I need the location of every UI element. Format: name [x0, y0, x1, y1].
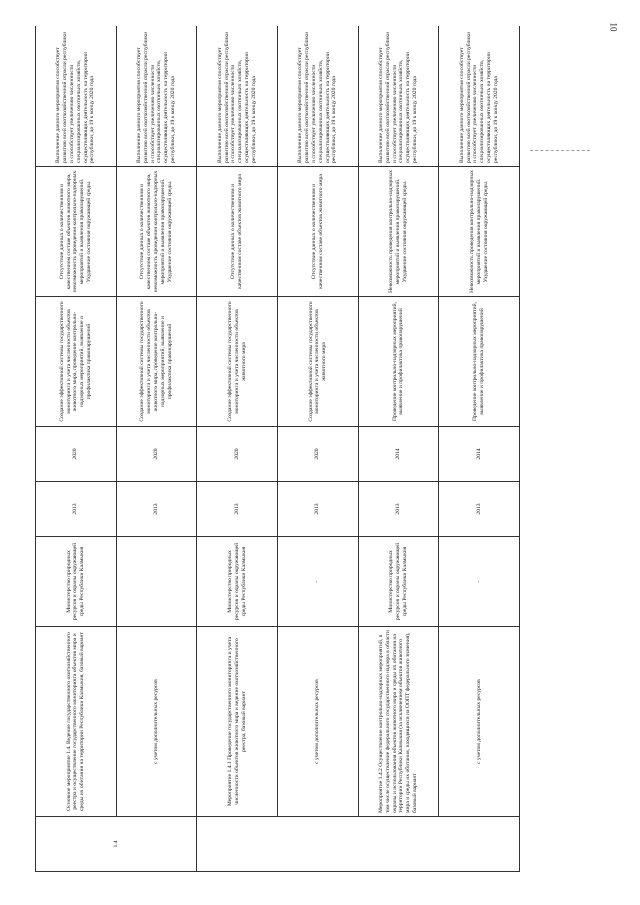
start-year: 2013: [36, 482, 117, 537]
table-row: [116, 26, 197, 872]
end-year: 2014: [358, 427, 439, 482]
executor: Министерство природных ресурсов и охраны окружающей среды Республики Калмыкия: [197, 537, 278, 627]
table-row: [439, 26, 520, 872]
table-row: [277, 26, 358, 872]
indicator-link: Выполнение данного мероприятия способствует развитию всей охотхозяйственной отрасли республики и способствует увеличению численности специализированных охотничьих хозяйств, осуществляющих деятельность на территории республики, до 19 к концу 2020 года: [116, 26, 197, 167]
measure-name: с учетом дополнительных ресурсов: [277, 627, 358, 817]
measure-name: Мероприятие 1.4.1 Проведение государственного мониторинга и учета численности объектов животного мира и ведение охотхозяйственного реестра, базовый вариант: [197, 627, 278, 817]
consequence: Отсутствие данных о количественном и качественном составе объектов животного мира: [277, 167, 358, 297]
row-number: 1.4: [36, 817, 197, 872]
indicator-link: Выполнение данного мероприятия способствует развитию всей охотхозяйственной отрасли республики и способствует увеличению численности специализированных охотничьих хозяйств, осуществляющих деятельность на территории республики, до 19 к концу 2020 года: [36, 26, 117, 167]
expected-result: Создание эффективной системы государственного мониторинга и учета численности объектов животного мира: [197, 297, 278, 427]
consequence: Невозможность проведения контрольно-надзорных мероприятий и выявления правонарушений. Ухудшение состояния окружающей среды.: [358, 167, 439, 297]
end-year: 2020: [36, 427, 117, 482]
executor: -: [277, 537, 358, 627]
consequence: Отсутствие данных о количественном и качественном составе объектов животного мира, невозможность проведения контрольно-надзорных мероприятий и выявления правонарушений. Ухудшение состояния окружающей среды.: [116, 167, 197, 297]
end-year: 2020: [116, 427, 197, 482]
expected-result: Проведение контрольно-надзорных мероприятий, выявление и профилактика правонарушений: [439, 297, 520, 427]
table-row: [358, 26, 439, 872]
indicator-link: Выполнение данного мероприятия способствует развитию всей охотхозяйственной отрасли республики и способствует увеличению численности специализированных охотничьих хозяйств, осуществляющих деятельность на территории республики, до 19 к концу 2020 года: [439, 26, 520, 167]
end-year: 2014: [439, 427, 520, 482]
expected-result: Создание эффективной системы государственного мониторинга и учета численности объектов животного мира, проведение контрольно-надзорных мероприятий, выявление и профилактика правонарушений: [116, 297, 197, 427]
scan-artifact-marks: [530, 150, 590, 161]
consequence: Отсутствие данных о количественном и качественном составе объектов животного мира, невозможность проведения контрольно-надзорных мероприятий и выявления правонарушений. Ухудшение состояния окружающей среды.: [36, 167, 117, 297]
expected-result: Проведение контрольно-надзорных мероприятий, выявление и профилактика правонарушений: [358, 297, 439, 427]
executor: Министерство природных ресурсов и охраны окружающей среды Республики Калмыкия: [36, 537, 117, 627]
expected-result: Создание эффективной системы государственного мониторинга и учета численности объектов животного мира: [277, 297, 358, 427]
rotated-table-stage: [35, 26, 520, 872]
table-rotation-wrapper: [35, 26, 520, 872]
executor: Министерство природных ресурсов и охраны окружающей среды Республики Калмыкия: [358, 537, 439, 627]
row-number: [197, 817, 520, 872]
start-year: 2013: [439, 482, 520, 537]
indicator-link: Выполнение данного мероприятия способствует развитию всей охотхозяйственной отрасли республики и способствует увеличению численности специализированных охотничьих хозяйств, осуществляющих деятельность на территории республики, до 19 к концу 2020 года: [197, 26, 278, 167]
consequence: Невозможность проведения контрольно-надзорных мероприятий и выявления правонарушений. Ухудшение состояния окружающей среды.: [439, 167, 520, 297]
executor: -: [439, 537, 520, 627]
start-year: 2013: [197, 482, 278, 537]
indicator-link: Выполнение данного мероприятия способствует развитию всей охотхозяйственной отрасли республики и способствует увеличению численности специализированных охотничьих хозяйств, осуществляющих деятельность на территории республики, до 19 к концу 2020 года: [358, 26, 439, 167]
start-year: 2013: [358, 482, 439, 537]
measures-table: [35, 26, 520, 872]
measure-name: с учетом дополнительных ресурсов: [116, 627, 197, 817]
end-year: 2020: [197, 427, 278, 482]
consequence: Отсутствие данных о количественном и качественном составе объектов животного мира: [197, 167, 278, 297]
page-number: 10: [608, 22, 619, 32]
measure-name: Мероприятие 1.4.2 Осуществление контрольно-надзорных мероприятий, в том числе осуществление федерального государственного надзора в области охраны и использования объектов животного мира и среды их обитания на территории Республики Калмыкия (за исключением объектов животного мира и среды их обитания, находящихся на ООПТ федерального значения), базовый вариант: [358, 627, 439, 817]
start-year: 2013: [116, 482, 197, 537]
end-year: 2020: [277, 427, 358, 482]
executor: [116, 537, 197, 627]
start-year: 2013: [277, 482, 358, 537]
table-row: [36, 26, 117, 872]
measure-name: Основное мероприятие 1.4. Ведение государственного охотхозяйственного реестра и осуществление государственного мониторинга объектов мира и среды их обитания на территории Республики Калмыкия, базовый вариант: [36, 627, 117, 817]
indicator-link: Выполнение данного мероприятия способствует развитию всей охотхозяйственной отрасли республики и способствует увеличению численности специализированных охотничьих хозяйств, осуществляющих деятельность на территории республики, до 19 к концу 2020 года: [277, 26, 358, 167]
expected-result: Создание эффективной системы государственного мониторинга и учета численности объектов животного мира, проведение контрольно-надзорных мероприятий, выявление и профилактика правонарушений: [36, 297, 117, 427]
table-row: [197, 26, 278, 872]
measure-name: с учетом дополнительных ресурсов: [439, 627, 520, 817]
